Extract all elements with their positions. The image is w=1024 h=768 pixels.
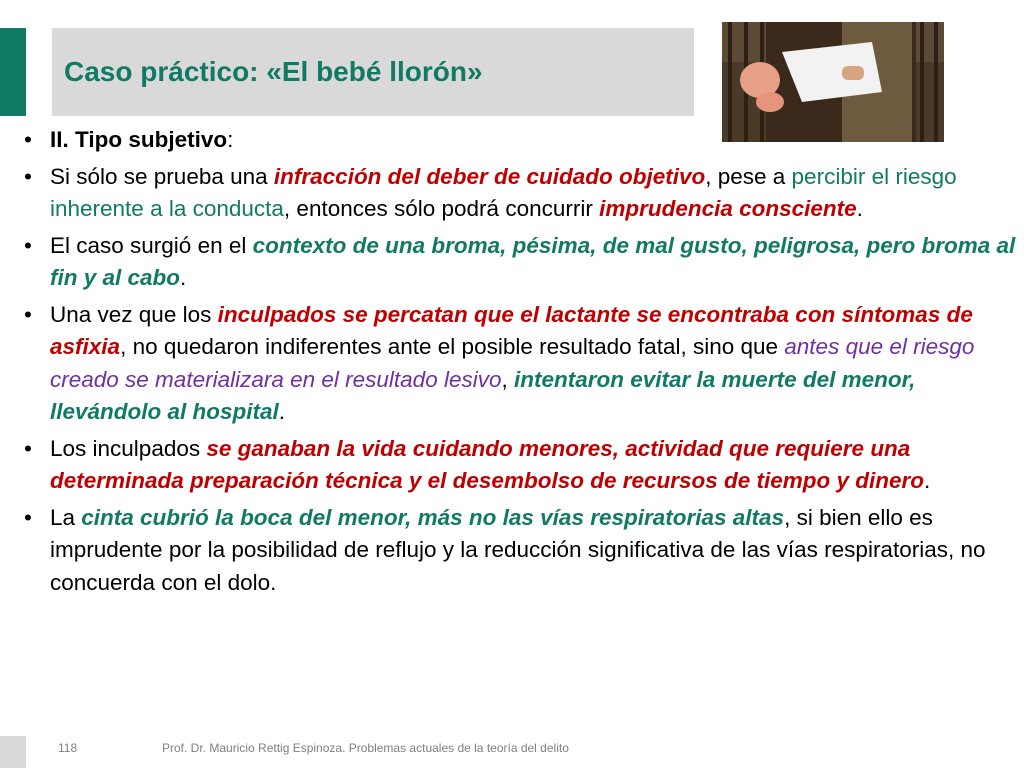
- bullet-text: , no quedaron indiferentes ante el posible resultado fatal, sino que: [120, 334, 785, 359]
- bullet-item: [18, 502, 1018, 600]
- bullet-text: , pese a: [705, 163, 792, 189]
- bullet-text: .: [924, 468, 931, 493]
- emphasis-teal: intentaron evitar la muerte del menor, llevándolo al hospital: [50, 366, 916, 424]
- bullet-item: [18, 124, 1018, 157]
- emphasis-red: inculpados se percatan que el lactante se encontraba con síntomas de asfixia: [50, 301, 973, 359]
- bullet-text: .: [278, 399, 286, 424]
- bullet-list: [18, 124, 1018, 603]
- title-accent-bar: [0, 28, 26, 116]
- bullet-marker: •: [24, 504, 32, 530]
- bullet-text: ,: [501, 366, 514, 392]
- emphasis-purple: antes que el riesgo creado se materializara en el resultado lesivo: [50, 334, 975, 392]
- bullet-item: [18, 299, 1018, 429]
- bullet-item: [18, 230, 1018, 295]
- bullet-text: Los inculpados: [50, 435, 207, 461]
- bullet-marker: •: [24, 163, 32, 189]
- emphasis-teal: cinta cubrió la boca del menor, más no las vías respiratorias altas: [81, 504, 785, 530]
- page-number: 118: [58, 741, 78, 755]
- bullet-item: [18, 161, 1018, 226]
- emphasis-red: infracción del deber de cuidado objetivo: [273, 163, 706, 189]
- bullet-marker: •: [24, 435, 32, 461]
- footer-accent-box: [0, 736, 26, 768]
- bullet-text: .: [180, 265, 187, 290]
- emphasis-teal: percibir el riesgo inherente a la conducta: [50, 163, 957, 221]
- subtitle-tipo-subjetivo: II. Tipo subjetivo: [50, 127, 228, 152]
- title-box: [52, 28, 694, 116]
- bullet-text: La: [50, 504, 82, 530]
- bullet-text: Si sólo se prueba una: [50, 163, 274, 189]
- bullet-text: Una vez que los: [50, 301, 218, 327]
- footer-credit: Prof. Dr. Mauricio Rettig Espinoza. Problemas actuales de la teoría del delito: [162, 741, 569, 755]
- slide-title: Caso práctico: «El bebé llorón»: [64, 56, 483, 87]
- bullet-text: , si bien ello es imprudente por la posibilidad de reflujo y la reducción significativa de las vías respiratorias, no concuerda con el dolo.: [50, 504, 986, 595]
- bullet-text: , entonces sólo podrá concurrir: [283, 196, 600, 221]
- bullet-marker: •: [24, 127, 32, 152]
- bullet-text: :: [227, 127, 234, 152]
- bullet-text: .: [856, 196, 863, 221]
- emphasis-red: se ganaban la vida cuidando menores, actividad que requiere una determinada preparación técnica y el desembolso de recursos de tiempo y dinero: [50, 435, 925, 493]
- bullet-marker: •: [24, 232, 32, 258]
- bullet-marker: •: [24, 301, 32, 327]
- emphasis-red: imprudencia consciente: [599, 196, 857, 221]
- bullet-item: [18, 433, 1018, 498]
- bullet-text: El caso surgió en el: [50, 232, 253, 258]
- emphasis-teal: contexto de una broma, pésima, de mal gusto, peligrosa, pero broma al fin y al cabo: [50, 232, 1016, 290]
